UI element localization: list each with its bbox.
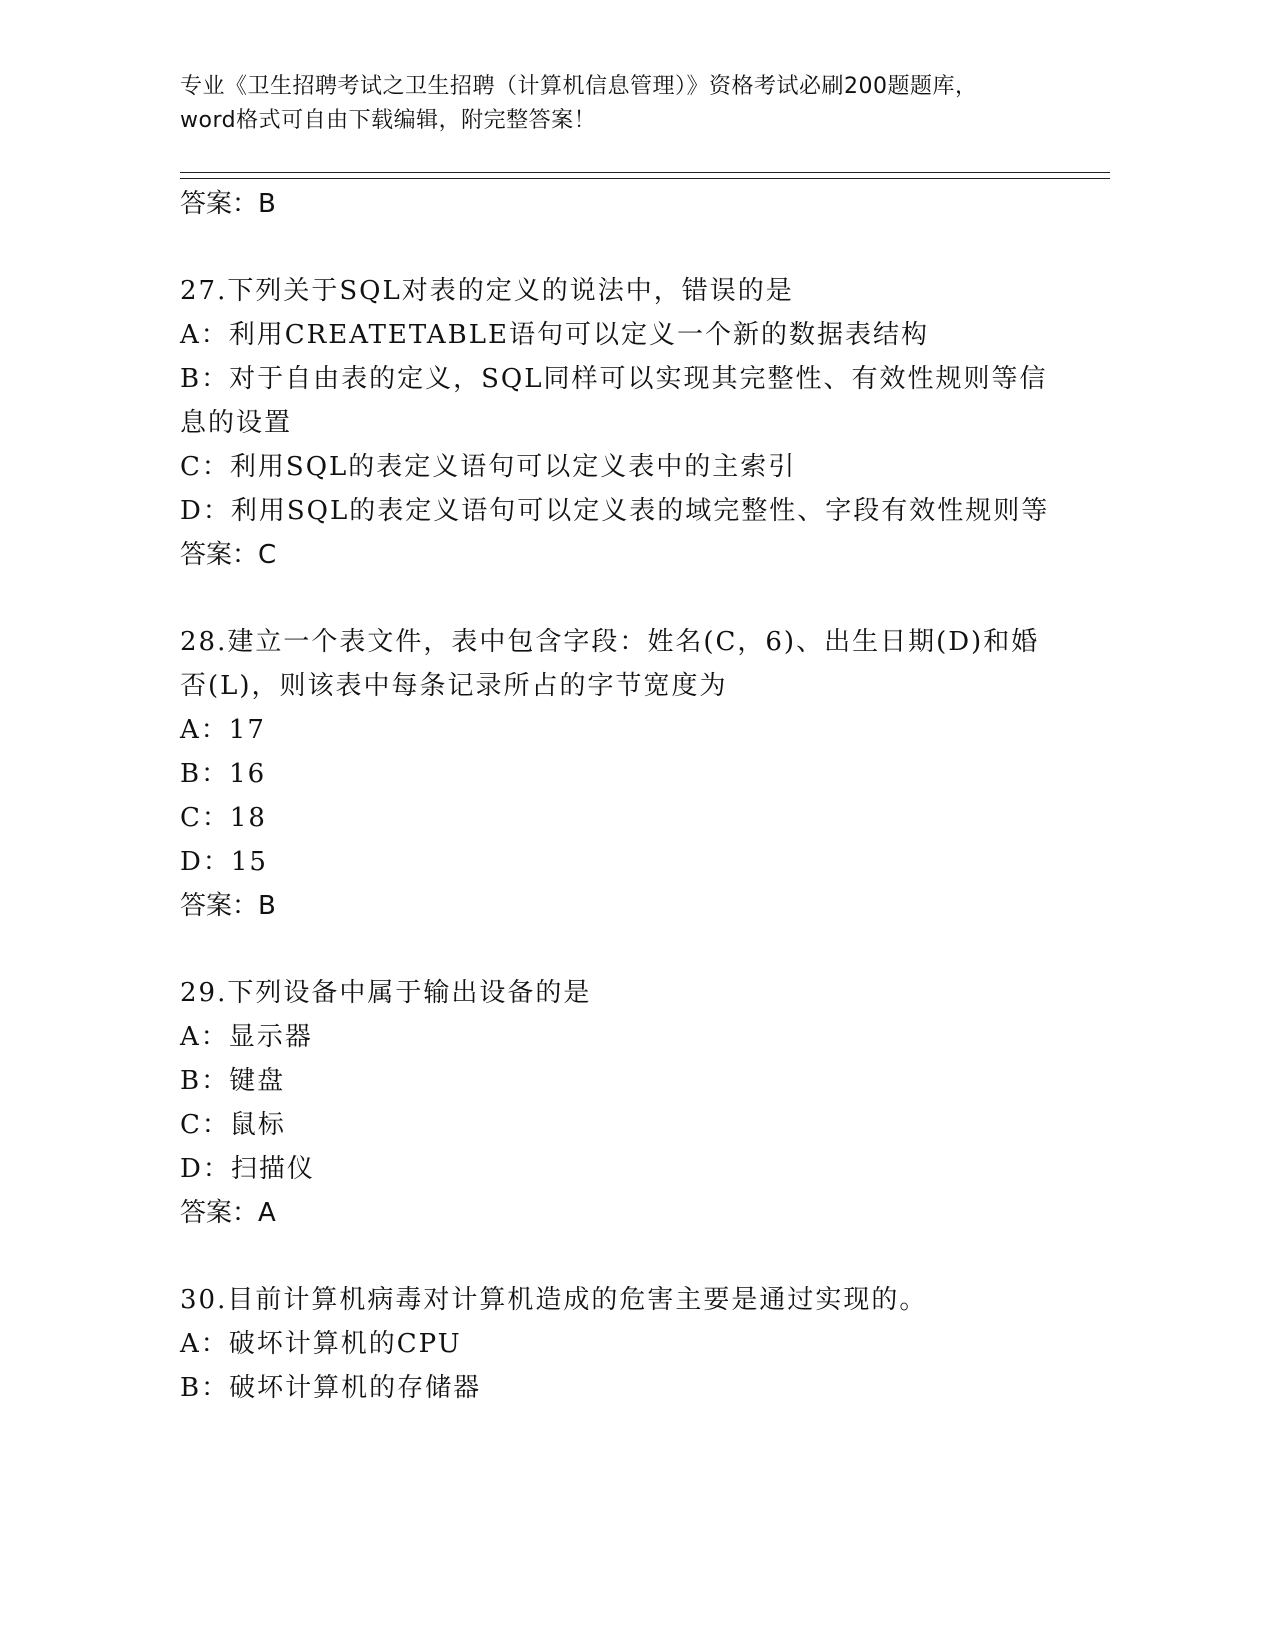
question-text: 27.下列关于SQL对表的定义的说法中，错误的是 bbox=[180, 276, 794, 306]
question-list bbox=[180, 182, 1080, 1410]
document-header bbox=[180, 70, 1110, 138]
option-text: B：16 bbox=[180, 759, 267, 789]
answer-28: 答案：B bbox=[180, 891, 276, 921]
option-c bbox=[180, 796, 1080, 840]
option-text: A：利用CREATETABLE语句可以定义一个新的数据表结构 bbox=[180, 320, 929, 350]
option-text: B：对于自由表的定义，SQL同样可以实现其完整性、有效性规则等信 bbox=[180, 364, 1048, 394]
option-text: C：18 bbox=[180, 803, 267, 833]
option-text-continued: 息的设置 bbox=[180, 408, 293, 438]
option-a bbox=[180, 313, 1080, 357]
option-text: A：显示器 bbox=[180, 1022, 313, 1052]
header-title-line-1: 专业《卫生招聘考试之卫生招聘（计算机信息管理）》资格考试必刷200题题库， bbox=[180, 74, 978, 99]
option-d bbox=[180, 1147, 1080, 1191]
option-text: A：破坏计算机的CPU bbox=[180, 1329, 462, 1359]
option-a bbox=[180, 1015, 1080, 1059]
option-text: B：键盘 bbox=[180, 1066, 286, 1096]
option-c bbox=[180, 1103, 1080, 1147]
header-rule-bottom bbox=[180, 178, 1110, 179]
option-text: C：鼠标 bbox=[180, 1110, 286, 1140]
option-text: D：扫描仪 bbox=[180, 1154, 315, 1184]
option-a bbox=[180, 708, 1080, 752]
question-text-continued: 否(L)，则该表中每条记录所占的字节宽度为 bbox=[180, 671, 728, 701]
option-text: D：利用SQL的表定义语句可以定义表的域完整性、字段有效性规则等 bbox=[180, 496, 1050, 526]
question-30 bbox=[180, 1278, 1080, 1322]
option-a bbox=[180, 1322, 1080, 1366]
option-b bbox=[180, 1366, 1080, 1410]
option-text: C：利用SQL的表定义语句可以定义表中的主索引 bbox=[180, 452, 797, 482]
question-text: 29.下列设备中属于输出设备的是 bbox=[180, 978, 592, 1008]
spacer bbox=[180, 1235, 1080, 1278]
option-d bbox=[180, 489, 1080, 533]
answer-27: 答案：C bbox=[180, 540, 277, 570]
question-27 bbox=[180, 269, 1080, 313]
previous-answer: 答案：B bbox=[180, 189, 276, 219]
option-b bbox=[180, 1059, 1080, 1103]
question-text: 30.目前计算机病毒对计算机造成的危害主要是通过实现的。 bbox=[180, 1285, 928, 1315]
spacer bbox=[180, 226, 1080, 269]
option-b bbox=[180, 752, 1080, 796]
option-c bbox=[180, 445, 1080, 489]
spacer bbox=[180, 928, 1080, 971]
option-text: D：15 bbox=[180, 847, 268, 877]
option-b bbox=[180, 357, 1080, 445]
option-text: A：17 bbox=[180, 715, 266, 745]
header-rule-top bbox=[180, 172, 1110, 173]
option-d bbox=[180, 840, 1080, 884]
option-text: B：破坏计算机的存储器 bbox=[180, 1373, 482, 1403]
question-28 bbox=[180, 620, 1080, 708]
header-title-line-2: word格式可自由下载编辑，附完整答案！ bbox=[180, 108, 597, 133]
spacer bbox=[180, 577, 1080, 620]
question-29 bbox=[180, 971, 1080, 1015]
answer-29: 答案：A bbox=[180, 1198, 276, 1228]
question-text: 28.建立一个表文件，表中包含字段：姓名(C，6)、出生日期(D)和婚 bbox=[180, 627, 1040, 657]
